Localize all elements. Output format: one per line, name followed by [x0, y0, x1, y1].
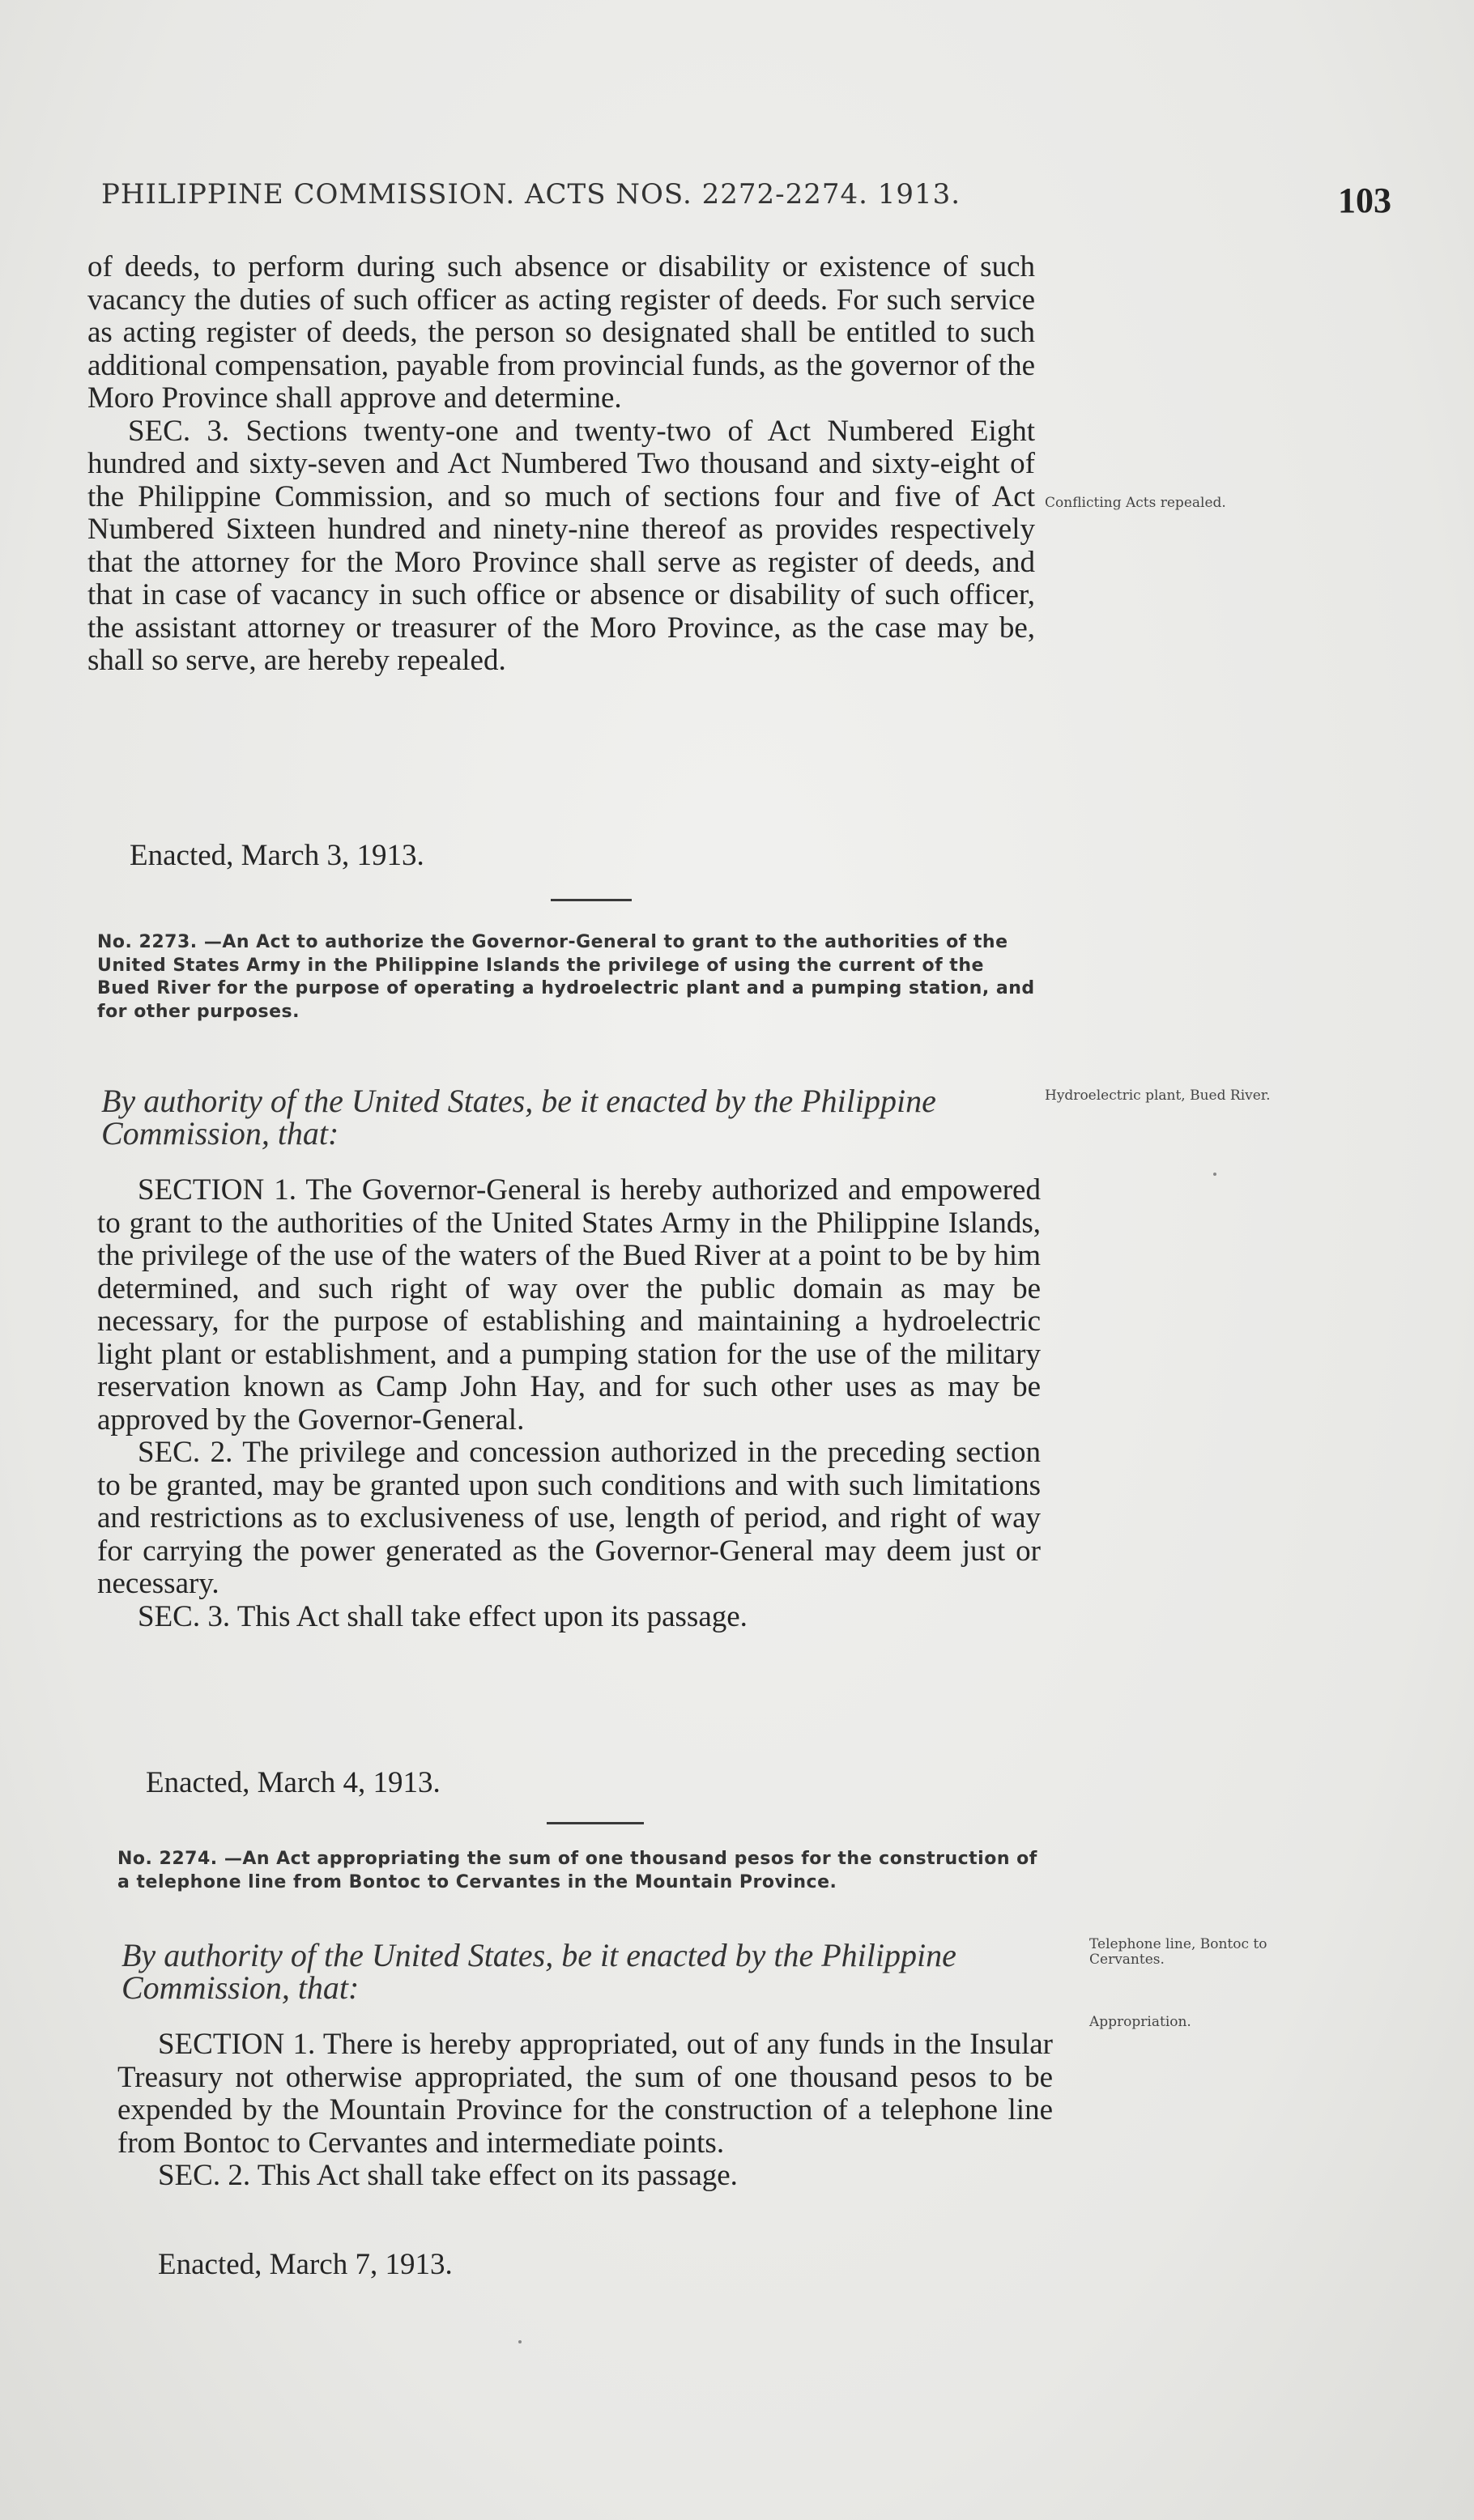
section-label: SECTION 1.: [158, 2028, 316, 2061]
paragraph-continuation: of deeds, to perform during such absence or disability or existence of such vacancy the duties of such officer as acting register of deeds. For such service as acting register of deeds, the person so designated shall be entitled to such additional compensation, payable from provincial funds, as the governor of the Moro Province shall approve and determine.: [87, 250, 1035, 415]
enacted-date: Enacted, March 4, 1913.: [146, 1766, 441, 1799]
margin-note-conflicting-acts: Conflicting Acts repealed.: [1045, 495, 1226, 511]
act-2273-body: [97, 1174, 1041, 1633]
act-title: —An Act to authorize the Governor-General to grant to the authorities of the United States Army in the Philippine Islands the privilege of using the current of the Bued River for the purpose of operating a hydroelectric plant and a pumping station, and for other purposes.: [97, 932, 1035, 1022]
section-text: Sections twenty-one and twenty-two of Act Numbered Eight hundred and sixty-seven and Act Numbered Two thousand and sixty-eight of the Philippine Commission, and so much of sections four and five of Act Numbered Sixteen hundred and ninety-nine thereof as provides respectively that the attorney for the Moro Province shall serve as register of deeds, and that in case of vacancy in such office or absence or disability of such officer, the assistant attorney or treasurer of the Moro Province, as the case may be, shall so serve, are hereby repealed.: [87, 414, 1036, 677]
section-text: The Governor-General is hereby authorized and empowered to grant to the authorities of the United States Army in the Philippine Islands, the privilege of the use of the waters of the Bued River at a point to be by him determined, and such right of way over the public domain as may be necessary, for the purpose of establishing and maintaining a hydroelectric light plant or establishment, and a pumping station for the use of the military reservation known as Camp John Hay, and for such other uses as may be approved by the Governor-General.: [97, 1173, 1041, 1437]
section-text: This Act shall take effect on its passage.: [257, 2159, 738, 2192]
section-2-paragraph: [117, 2160, 1053, 2193]
running-header: PHILIPPINE COMMISSION. ACTS NOS. 2272-2274. 1913.: [101, 178, 961, 211]
section-3-paragraph: [97, 1601, 1041, 1634]
act-2274-heading: [117, 1848, 1049, 1894]
enacted-date: Enacted, March 3, 1913.: [130, 839, 424, 872]
section-label: SEC. 2.: [158, 2159, 251, 2192]
section-1-paragraph: [97, 1174, 1041, 1437]
section-1-paragraph: [117, 2028, 1053, 2160]
section-2-paragraph: [97, 1437, 1041, 1601]
section-label: SEC. 2.: [138, 1436, 233, 1469]
section-label: SEC. 3.: [138, 1599, 231, 1633]
scan-speck: [1213, 1173, 1216, 1176]
section-label: SECTION 1.: [138, 1173, 296, 1207]
section-3-paragraph: [87, 415, 1035, 678]
act-title: —An Act appropriating the sum of one thousand pesos for the construction of a telephone line from Bontoc to Cervantes in the Mountain Province.: [117, 1849, 1037, 1892]
enacting-clause: By authority of the United States, be it enacted by the Philippine Commission, that:: [101, 1083, 936, 1151]
margin-note-hydroelectric: Hydroelectric plant, Bued River.: [1045, 1088, 1271, 1104]
section-text: There is hereby appropriated, out of any funds in the Insular Treasury not otherwise appropriated, the sum of one thousand pesos to be expended by the Mountain Province for the construction of a telephone line from Bontoc to Cervantes and intermediate points.: [117, 2028, 1053, 2160]
act-number: No. 2274.: [117, 1849, 218, 1869]
act-number: No. 2273.: [97, 932, 198, 952]
act-2274-body: [117, 2028, 1053, 2193]
margin-note-telephone-line: Telephone line, Bontoc to Cervantes.: [1089, 1936, 1267, 1968]
enacted-date: Enacted, March 7, 1913.: [158, 2248, 453, 2281]
act-2272-continuation: [87, 251, 1035, 678]
page-number: 103: [1338, 181, 1391, 220]
section-label: SEC. 3.: [128, 414, 230, 448]
act-2273-heading: [97, 931, 1037, 1024]
section-text: The privilege and concession authorized in the preceding section to be granted, may be granted upon such conditions and with such limitations and restrictions as to exclusiveness of use, length of period, and right of way for carrying the power generated as the Governor-General may deem just or necessary.: [97, 1436, 1041, 1600]
section-divider: [547, 1822, 644, 1824]
section-text: This Act shall take effect upon its passage.: [236, 1599, 748, 1633]
enacting-clause: By authority of the United States, be it enacted by the Philippine Commission, that:: [121, 1937, 956, 2006]
section-divider: [551, 899, 632, 901]
margin-note-appropriation: Appropriation.: [1089, 2014, 1191, 2030]
scan-speck: [518, 2340, 522, 2343]
